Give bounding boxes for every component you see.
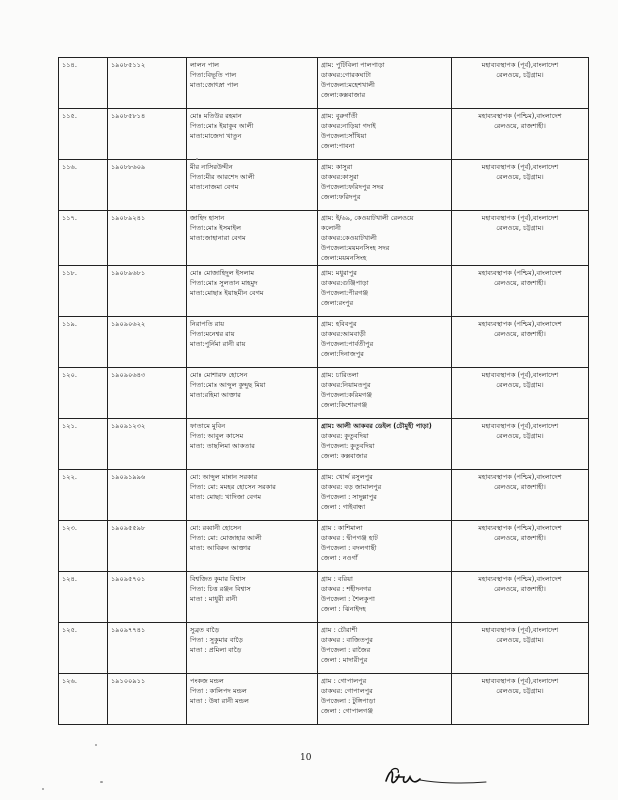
address-line: উপজেলা:ফরিদপুর সদর xyxy=(321,183,384,192)
office-line: মহাব্যবস্থাপক (পশ্চিম),বাংলাদেশ xyxy=(478,269,562,277)
scan-speck xyxy=(196,158,198,160)
father-name: পিতা:মনেশ্বর রায় xyxy=(190,330,235,339)
serial-cell xyxy=(59,266,108,317)
mother-name: মাতা:রহিমা আক্তার xyxy=(190,391,241,400)
father-name: পিতা: মো: মোজাহার আলী xyxy=(190,534,262,543)
candidate-name: নিরাপতি রায় xyxy=(190,320,225,328)
roll-cell xyxy=(108,160,187,211)
office-line: রেলওয়ে, চট্টগ্রাম। xyxy=(496,432,544,441)
address-line: গ্রাম: বুরুগাঁতী xyxy=(321,112,358,120)
father-name: পিতা : কালিপদ মন্ডল xyxy=(190,687,247,696)
office-cell xyxy=(452,674,589,725)
serial-number: ১২০. xyxy=(62,371,77,379)
office-cell xyxy=(452,317,589,368)
office-line: রেলওয়ে, চট্টগ্রাম। xyxy=(496,381,544,390)
roll-cell xyxy=(108,521,187,572)
serial-cell xyxy=(59,521,108,572)
office-cell xyxy=(452,211,589,266)
table-row xyxy=(59,109,589,160)
address-line: উপজেলা : রাজৈর xyxy=(321,646,371,655)
address-cell xyxy=(318,623,452,674)
office-line: মহাব্যবস্থাপক (পূর্ব),বাংলাদেশ xyxy=(481,61,559,69)
address-line: উপজেলা : শৈলকুপা xyxy=(321,595,375,604)
address-line: উপজেলা:করিমগঞ্জ xyxy=(321,391,372,400)
serial-cell xyxy=(59,109,108,160)
table-row xyxy=(59,674,589,725)
address-line: গ্রাম: চারিতলা xyxy=(321,371,359,379)
address-line: উপজেলা : বদলগাছী xyxy=(321,544,377,553)
roll-number: ১৯১০০৯১১ xyxy=(111,677,146,685)
office-cell xyxy=(452,160,589,211)
candidate-table xyxy=(58,57,589,725)
table-row xyxy=(59,419,589,470)
table-row xyxy=(59,521,589,572)
person-cell xyxy=(187,623,318,674)
serial-number: ১১৬. xyxy=(62,163,77,171)
table-row xyxy=(59,572,589,623)
office-line: মহাব্যবস্থাপক (পূর্ব),বাংলাদেশ xyxy=(481,214,559,222)
roll-number: ১৯০৮৫৮১৪ xyxy=(111,112,146,120)
person-cell xyxy=(187,160,318,211)
office-line: রেলওয়ে, রাজশাহী। xyxy=(494,483,546,492)
address-line: গ্রাম: হবিবপুর xyxy=(321,320,357,328)
mother-name: মাতা:জোৎস্না পাল xyxy=(190,81,239,90)
office-line: রেলওয়ে, চট্টগ্রাম। xyxy=(496,173,544,182)
office-line: মহাব্যবস্থাপক (পশ্চিম),বাংলাদেশ xyxy=(478,112,562,120)
office-cell xyxy=(452,266,589,317)
father-name: পিতা:বিভূতি পাল xyxy=(190,71,237,80)
address-line: গ্রাম: খোর্দ্দ রসুলপুর xyxy=(321,473,373,481)
candidate-name: মোঃ মোশারফ হোসেন xyxy=(190,371,248,379)
address-line: ডাকঘর:গুঞ্জিপাড়া xyxy=(321,279,369,288)
table-row xyxy=(59,266,589,317)
person-cell xyxy=(187,317,318,368)
serial-cell xyxy=(59,211,108,266)
office-cell xyxy=(452,419,589,470)
person-cell xyxy=(187,368,318,419)
mother-name: মাতা:পুর্নিমা রানী রায় xyxy=(190,340,246,349)
roll-number: ১৯০৮৫১১২ xyxy=(111,61,146,69)
candidate-name: মোঃ মোজাহিদুল ইসলাম xyxy=(190,269,255,277)
serial-cell xyxy=(59,674,108,725)
address-line: উপজেলা:পার্বতীপুর xyxy=(321,340,374,349)
address-line: ডাকঘর:আমবাড়ী xyxy=(321,330,366,339)
roll-cell xyxy=(108,674,187,725)
candidate-name: সুব্রত বাড়ৈ xyxy=(190,626,220,634)
address-line: উপজেলা:পীরগঞ্জ xyxy=(321,289,369,298)
candidate-name: লালন পাল xyxy=(190,61,220,69)
candidate-name: ফাতামে মুবিন xyxy=(190,422,226,430)
serial-cell xyxy=(59,368,108,419)
address-cell xyxy=(318,419,452,470)
address-line: জেলা:কক্সবাজার xyxy=(321,91,366,100)
address-line: জেলা:ফরিদপুর xyxy=(321,193,361,202)
office-line: মহাব্যবস্থাপক (পূর্ব),বাংলাদেশ xyxy=(481,677,559,685)
office-line: রেলওয়ে, রাজশাহী। xyxy=(494,279,546,288)
person-cell xyxy=(187,266,318,317)
address-line: ডাকঘর: কুতুবদিয়া xyxy=(321,432,369,441)
candidate-name: বিশ্বজিত কুমার বিশ্বাস xyxy=(190,575,246,583)
serial-cell xyxy=(59,317,108,368)
mother-name: মাতা:জাহানারা বেগম xyxy=(190,234,246,243)
roll-number: ১৯০৯৭৭৪১ xyxy=(111,626,146,634)
roll-cell xyxy=(108,470,187,521)
father-name: পিতা: চিত্ত রঞ্জন বিশ্বাস xyxy=(190,585,251,594)
office-line: রেলওয়ে, রাজশাহী। xyxy=(494,330,546,339)
office-line: রেলওয়ে, চট্টগ্রাম। xyxy=(496,636,544,645)
address-line: ডাকঘর: বড় জামালপুর xyxy=(321,483,382,492)
serial-number: ১১৮. xyxy=(62,269,77,277)
roll-cell xyxy=(108,368,187,419)
address-cell xyxy=(318,211,452,266)
roll-cell xyxy=(108,211,187,266)
serial-number: ১১৭. xyxy=(62,214,77,222)
roll-number: ১৯০৯০৬২২ xyxy=(111,320,146,328)
address-line: জেলা:রংপুর xyxy=(321,299,354,308)
address-cell xyxy=(318,674,452,725)
roll-cell xyxy=(108,109,187,160)
mother-name: মাতা: আবিরুন আক্তার xyxy=(190,544,251,553)
mother-name: মাতা : প্রমিলা বাড়ৈ xyxy=(190,646,242,655)
serial-number: ১১৯. xyxy=(62,320,77,328)
roll-number: ১৯০৯০৬৪৩ xyxy=(111,371,146,379)
address-line: ডাকঘর : দ্বীপগঞ্জ হাট xyxy=(321,534,378,543)
address-line: জেলা : গোপালগঞ্জ xyxy=(321,707,373,716)
office-line: মহাব্যবস্থাপক (পশ্চিম),বাংলাদেশ xyxy=(478,473,562,481)
roll-cell xyxy=(108,58,187,109)
serial-number: ১২৬. xyxy=(62,677,77,685)
roll-number: ১৯০৮৯৬৮১ xyxy=(111,269,146,277)
address-cell xyxy=(318,368,452,419)
father-name: পিতা:মোঃ সুলতান মাহমুদ xyxy=(190,279,258,288)
address-cell xyxy=(318,521,452,572)
serial-cell xyxy=(59,58,108,109)
person-cell xyxy=(187,419,318,470)
office-line: রেলওয়ে, রাজশাহী। xyxy=(494,122,546,131)
person-cell xyxy=(187,211,318,266)
father-name: পিতা:মীর আরশেদ আলী xyxy=(190,173,255,182)
serial-cell xyxy=(59,160,108,211)
address-line: গ্রাম: কাসুরা xyxy=(321,163,353,171)
office-cell xyxy=(452,521,589,572)
table-row xyxy=(59,368,589,419)
address-line: গ্রাম : চৌরাশী xyxy=(321,626,358,634)
office-cell xyxy=(452,58,589,109)
mother-name: মাতা:মাজেদা খাতুন xyxy=(190,132,242,141)
address-cell xyxy=(318,160,452,211)
serial-cell xyxy=(59,623,108,674)
address-line: জেলা : নওগাঁ xyxy=(321,554,358,563)
office-cell xyxy=(452,470,589,521)
address-line: উপজেলা:মহেশখালী xyxy=(321,81,375,90)
address-line: গ্রাম : কাশিমালা xyxy=(321,524,363,532)
office-line: মহাব্যবস্থাপক (পূর্ব),বাংলাদেশ xyxy=(481,371,559,379)
father-name: পিতা: মো: মমহর হোসেন সরকার xyxy=(190,483,276,492)
address-line: জেলা:দিনাজপুর xyxy=(321,350,364,359)
table-row xyxy=(59,317,589,368)
roll-cell xyxy=(108,572,187,623)
father-name: পিতা:মোঃ ইসমাইল xyxy=(190,224,242,233)
mother-name: মাতা : উষা রানী মন্ডল xyxy=(190,697,249,706)
father-name: পিতা:মোঃ ইয়াকুব আলী xyxy=(190,122,254,131)
serial-cell xyxy=(59,470,108,521)
signature-mark xyxy=(382,765,492,789)
roll-number: ১৯০৯১৯৯৬ xyxy=(111,473,146,481)
mother-name: মাতা:নাজমা বেগম xyxy=(190,183,239,192)
office-line: মহাব্যবস্থাপক (পূর্ব),বাংলাদেশ xyxy=(481,626,559,634)
page-number: 10 xyxy=(300,753,312,763)
roll-cell xyxy=(108,317,187,368)
address-line: উপজেলা : টুঙ্গিপাড়া xyxy=(321,697,376,706)
address-cell xyxy=(318,470,452,521)
address-line: উপজেলা:সাঁথিয়া xyxy=(321,132,367,141)
roll-number: ১৯০৯৫৭০১ xyxy=(111,575,146,583)
address-cell xyxy=(318,317,452,368)
scan-speck xyxy=(95,744,97,746)
address-line: গ্রাম : গোপালপুর xyxy=(321,677,367,685)
roll-number: ১৯০৯৫৫৯৮ xyxy=(111,524,146,532)
candidate-name: মোঃ মতিউর রহমান xyxy=(190,112,242,120)
office-line: রেলওয়ে, চট্টগ্রাম। xyxy=(496,71,544,80)
table-row xyxy=(59,470,589,521)
roll-number: ১৯০৯১২৩২ xyxy=(111,422,146,430)
roll-cell xyxy=(108,266,187,317)
address-line: ডাকঘর : বাজিতপুর xyxy=(321,636,373,645)
address-line: গ্রাম: পুটিবিলা পালপাড়া xyxy=(321,61,385,69)
serial-number: ১২৫. xyxy=(62,626,77,634)
candidate-name: মো: রব্বানী হোসেন xyxy=(190,524,242,532)
serial-number: ১২৪. xyxy=(62,575,77,583)
office-cell xyxy=(452,623,589,674)
mother-name: মাতা:মোছাঃ ইয়াছমীন বেগম xyxy=(190,289,264,298)
address-cell xyxy=(318,266,452,317)
office-line: রেলওয়ে, চট্টগ্রাম। xyxy=(496,224,544,233)
address-line: জেলা : মাদারীপুর xyxy=(321,656,368,665)
office-line: মহাব্যবস্থাপক (পশ্চিম),বাংলাদেশ xyxy=(478,524,562,532)
address-line: ডাকঘর:কেওয়াটখালী xyxy=(321,234,377,243)
address-line: জেলা:পাবনা xyxy=(321,142,355,151)
father-name: পিতা:মোঃ আব্দুল কুদ্দুছ মিয়া xyxy=(190,381,266,390)
mother-name: মাতা: মোছা: খাদিজা বেগম xyxy=(190,493,262,502)
serial-number: ১১৪. xyxy=(62,61,77,69)
address-line: উপজেলা:ময়মনসিংহ সদর xyxy=(321,244,390,253)
address-line: গ্রাম : বরিয়া xyxy=(321,575,353,583)
address-line: গ্রাম: আলী আকবর ডেইল (চৌমুহী পাড়া) xyxy=(321,422,432,430)
roll-cell xyxy=(108,419,187,470)
address-line: ডাকঘর:নাড়িয়া গদাই xyxy=(321,122,376,131)
address-line: ডাকঘর:গোরকঘাটা xyxy=(321,71,371,80)
person-cell xyxy=(187,521,318,572)
address-line: ডাকঘর: গোপালপুর xyxy=(321,687,373,696)
serial-number: ১২১. xyxy=(62,422,77,430)
address-line: জেলা:কিশোরগঞ্জ xyxy=(321,401,368,410)
serial-number: ১১৫. xyxy=(62,112,77,120)
serial-cell xyxy=(59,419,108,470)
address-line: জেলা : গাইবান্ধা xyxy=(321,503,366,512)
office-line: মহাব্যবস্থাপক (পশ্চিম),বাংলাদেশ xyxy=(478,320,562,328)
office-cell xyxy=(452,572,589,623)
candidate-name: জাহিদ হাসান xyxy=(190,214,225,222)
address-cell xyxy=(318,572,452,623)
table-row xyxy=(59,58,589,109)
office-line: রেলওয়ে, রাজশাহী। xyxy=(494,585,546,594)
serial-cell xyxy=(59,572,108,623)
person-cell xyxy=(187,58,318,109)
scan-speck xyxy=(100,781,103,783)
roll-number: ১৯০৮৯২৪১ xyxy=(111,214,146,222)
address-line: ডাকঘর:কাসুরা xyxy=(321,173,359,182)
address-cell xyxy=(318,109,452,160)
mother-name: মাতা: তাছলিমা আকতার xyxy=(190,442,255,451)
person-cell xyxy=(187,572,318,623)
office-line: মহাব্যবস্থাপক (পূর্ব),বাংলাদেশ xyxy=(481,422,559,430)
address-line: কলোনী xyxy=(321,224,341,233)
address-line: গ্রাম: মধুরাপুর xyxy=(321,269,357,277)
mother-name: মাতা : মাধুরী রানী xyxy=(190,595,238,604)
person-cell xyxy=(187,470,318,521)
father-name: পিতা: আবুল কাসেম xyxy=(190,432,244,441)
address-line: গ্রাম: ই/৬৯, কেওয়াটখালী রেলওয়ে xyxy=(321,214,414,222)
address-line: জেলা : ঝিনাইদহ xyxy=(321,605,366,614)
serial-number: ১২৩. xyxy=(62,524,77,532)
office-line: মহাব্যবস্থাপক (পশ্চিম),বাংলাদেশ xyxy=(478,575,562,583)
candidate-name: মীর নাসিরউদ্দীন xyxy=(190,163,233,171)
person-cell xyxy=(187,109,318,160)
candidate-name: পংকজ মন্ডল xyxy=(190,677,224,685)
roll-cell xyxy=(108,623,187,674)
address-line: উপজেলা: কুতুবদিয়া xyxy=(321,442,375,451)
office-line: মহাব্যবস্থাপক (পূর্ব),বাংলাদেশ xyxy=(481,163,559,171)
office-line: রেলওয়ে, চট্টগ্রাম। xyxy=(496,687,544,696)
address-line: জেলা:ময়মনসিংহ xyxy=(321,254,367,263)
office-cell xyxy=(452,109,589,160)
office-line: রেলওয়ে, রাজশাহী। xyxy=(494,534,546,543)
table-row xyxy=(59,211,589,266)
candidate-name: মো: আব্দুল মান্নান সরকার xyxy=(190,473,258,481)
scan-speck xyxy=(42,788,44,790)
address-line: জেলা: কক্সবাজার xyxy=(321,452,368,461)
table-row xyxy=(59,160,589,211)
office-cell xyxy=(452,368,589,419)
roll-number: ১৯০৮৮৬০৯ xyxy=(111,163,146,171)
address-line: ডাকঘর:নিয়ামতপুর xyxy=(321,381,371,390)
address-line: উপজেলা : সাদুল্লাপুর xyxy=(321,493,377,502)
address-cell xyxy=(318,58,452,109)
father-name: পিতা : সুকুমার বাড়ৈ xyxy=(190,636,243,645)
address-line: ডাকঘর : শহীদনগর xyxy=(321,585,372,594)
person-cell xyxy=(187,674,318,725)
table-row xyxy=(59,623,589,674)
serial-number: ১২২. xyxy=(62,473,77,481)
candidate-table-body xyxy=(59,58,589,725)
